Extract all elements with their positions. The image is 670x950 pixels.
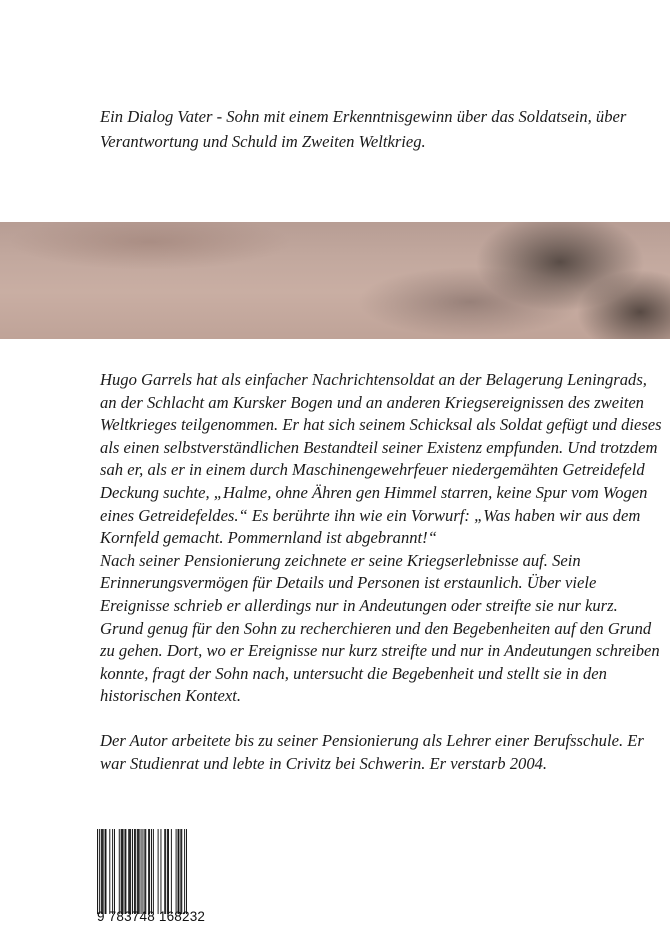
barcode-bar bbox=[128, 829, 129, 914]
barcode-bar bbox=[138, 829, 139, 914]
barcode-bar bbox=[121, 829, 122, 914]
barcode-bar bbox=[178, 829, 179, 914]
barcode-bar bbox=[164, 829, 165, 914]
barcode-bar bbox=[123, 829, 124, 914]
barcode-bar bbox=[109, 829, 110, 914]
barcode-bar bbox=[103, 829, 104, 914]
barcode-bar bbox=[180, 829, 181, 914]
barcode-bar bbox=[149, 829, 150, 914]
barcode-bar bbox=[105, 829, 106, 914]
cover-photo-band bbox=[0, 222, 670, 339]
barcode-bar bbox=[142, 829, 143, 914]
barcode-bar bbox=[165, 829, 166, 914]
barcode-bar bbox=[101, 829, 102, 914]
barcode-bar bbox=[171, 829, 172, 914]
blurb-paragraph-research: Nach seiner Pensionierung zeichnete er seine Kriegserlebnisse auf. Sein Erinnerungsvermögen für Details und Personen ist erstaunlich. Über viele Ereignisse schrieb er allerdings nur in Andeutungen oder streifte sie nur kurz. Grund genug für den Sohn zu recherchieren und den Begebenheiten auf den Grund zu gehen. Dort, wo er Ereignisse nur kurz streifte und nur in Andeutungen schreiben konnte, fragt der Sohn nach, untersucht die Begebenheit und stellt sie in den historischen Kontext. bbox=[100, 550, 660, 706]
blurb bbox=[100, 369, 665, 775]
barcode-bar bbox=[124, 829, 125, 914]
barcode-bar bbox=[178, 829, 179, 914]
barcode-bar bbox=[102, 829, 103, 914]
barcode-bar bbox=[160, 829, 161, 914]
barcode-bar bbox=[176, 829, 177, 914]
barcode-bar bbox=[132, 829, 133, 914]
barcode-bar bbox=[134, 829, 135, 914]
blurb-paragraph-story: Hugo Garrels hat als einfacher Nachrichtensoldat an der Belagerung Leningrads, an der Schlacht am Kursker Bogen und an anderen Kriegsereignissen des zweiten Weltkrieges teilgenommen. Er hat sich seinem Schicksal als Soldat gefügt und dieses als einen selbstverständlichen Bestandteil seiner Existenz empfunden. Und trotzdem sah er, als er in einem durch Maschinengewehrfeuer niedergemähten Getreidefeld Deckung suchte, „Halme, ohne Ähren gen Himmel starren, keine Spur vom Wogen eines Getreidefeldes.“ Es berührte ihn wie ein Vorwurf: „Was haben wir aus dem Kornfeld gemacht. Pommernland ist abgebrannt!“ bbox=[100, 370, 662, 548]
author-bio: Der Autor arbeitete bis zu seiner Pensionierung als Lehrer einer Berufsschule. Er war Studienrat und lebte in Crivitz bei Schwerin. Er verstarb 2004. bbox=[100, 730, 644, 773]
barcode-bar bbox=[144, 829, 145, 914]
barcode-bar bbox=[137, 829, 138, 914]
barcode-bar bbox=[158, 829, 159, 914]
tagline: Ein Dialog Vater - Sohn mit einem Erkenntnisgewinn über das Soldatsein, über Verantwortung und Schuld im Zweiten Weltkrieg. bbox=[100, 107, 627, 151]
barcode-bar bbox=[184, 829, 185, 914]
isbn-barcode bbox=[97, 829, 187, 914]
barcode-bar bbox=[112, 829, 113, 914]
barcode-bar bbox=[125, 829, 126, 914]
barcode-bar bbox=[168, 829, 169, 914]
barcode-bar bbox=[153, 829, 154, 914]
barcode-bar bbox=[106, 829, 107, 914]
barcode-bar bbox=[151, 829, 152, 914]
barcode-bar bbox=[97, 829, 98, 914]
barcode-bar bbox=[129, 829, 130, 914]
barcode-bar bbox=[181, 829, 182, 914]
barcode-bar bbox=[119, 829, 120, 914]
isbn-number: 9 783748 168232 bbox=[97, 909, 206, 924]
barcode-bar bbox=[186, 829, 187, 914]
barcode-bar bbox=[99, 829, 100, 914]
barcode-bar bbox=[145, 829, 146, 914]
barcode-bar bbox=[122, 829, 123, 914]
barcode-bar bbox=[114, 829, 115, 914]
barcode-bar bbox=[141, 829, 142, 914]
barcode-bar bbox=[139, 829, 140, 914]
barcode-bar bbox=[130, 829, 131, 914]
barcode-bar bbox=[167, 829, 168, 914]
barcode-bar bbox=[148, 829, 149, 914]
barcode-bar bbox=[135, 829, 136, 914]
